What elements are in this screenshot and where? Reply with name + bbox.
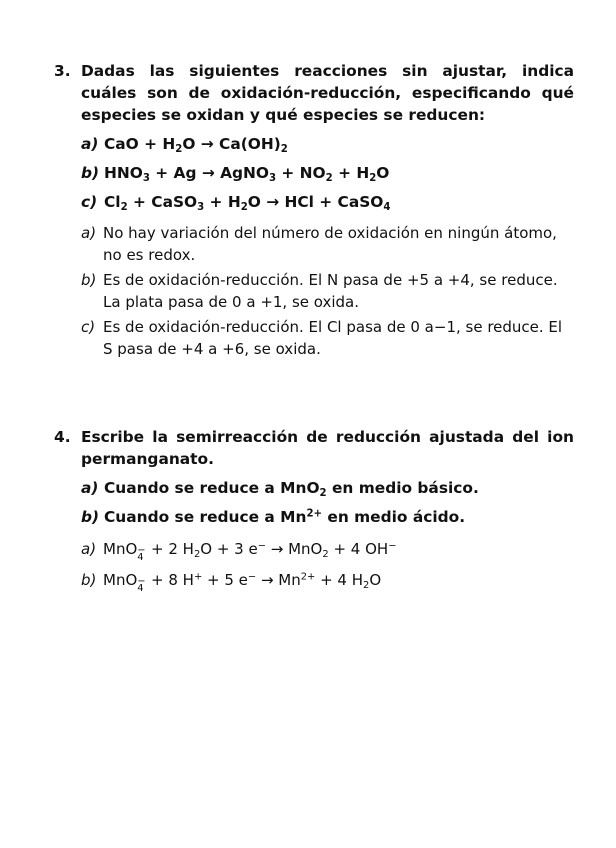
item-text: Cuando se reduce a $Mn^{2+}$ en medio ácido. xyxy=(104,508,466,526)
reaction-c xyxy=(81,191,574,213)
item-label: b) xyxy=(81,164,100,182)
question-text: Escribe la semirreacción de reducción ajustada del ion permanganato. xyxy=(81,428,574,468)
answer-label: b) xyxy=(81,571,97,589)
question-3 xyxy=(54,60,574,360)
question-text: Dadas las siguientes reacciones sin ajustar, indica cuáles son de oxidación-reducción, especificando qué especies se oxidan y qué especies se reducen: xyxy=(81,62,574,124)
item-label: c) xyxy=(81,193,98,211)
item-a xyxy=(81,477,574,499)
item-label: b) xyxy=(81,508,100,526)
answer-label: b) xyxy=(81,271,97,289)
reaction-a xyxy=(81,133,574,155)
answer-a xyxy=(81,538,574,564)
answer-text: Es de oxidación-reducción. El N pasa de +5 a +4, se reduce. La plata pasa de 0 a +1, se oxida. xyxy=(103,271,558,311)
answer-c xyxy=(81,316,574,360)
reaction-equation: $Cl_2$ + CaSO$_3$ + $H_2O$ → HCl + CaSO$_4$ xyxy=(104,193,391,214)
reaction-b xyxy=(81,162,574,184)
answer-label: a) xyxy=(81,540,97,558)
reaction-equation: CaO + $H_2O \to Ca(OH)_2$ xyxy=(104,135,288,156)
question-number: 4. xyxy=(54,428,71,446)
item-label: a) xyxy=(81,135,99,153)
answer-text: No hay variación del número de oxidación en ningún átomo, no es redox. xyxy=(103,224,557,264)
answer-text: Es de oxidación-reducción. El Cl pasa de 0 a−1, se reduce. El S pasa de +4 a +6, se oxida. xyxy=(103,318,563,358)
item-text: Cuando se reduce a MnO$_2$ en medio básico. xyxy=(104,479,479,500)
item-label: a) xyxy=(81,479,99,497)
answer-b xyxy=(81,569,574,595)
answer-b xyxy=(81,269,574,313)
half-reaction: MnO − 4 + 8 H+ + 5 $e^- \to Mn^{2+} + 4$ $H_2O$ xyxy=(103,571,382,595)
item-b xyxy=(81,506,574,528)
answer-a xyxy=(81,222,574,266)
answer-label: a) xyxy=(81,224,97,242)
answer-label: c) xyxy=(81,318,96,336)
question-number: 3. xyxy=(54,62,71,80)
question-4 xyxy=(54,426,574,595)
reaction-equation: $HNO_3 + Ag$ → AgNO$_3$ + $NO_2 + H_2O$ xyxy=(104,164,390,185)
half-reaction: MnO − 4 + 2 $H_2O + 3$ e− → MnO$_2$ + 4 OH− xyxy=(103,540,397,564)
